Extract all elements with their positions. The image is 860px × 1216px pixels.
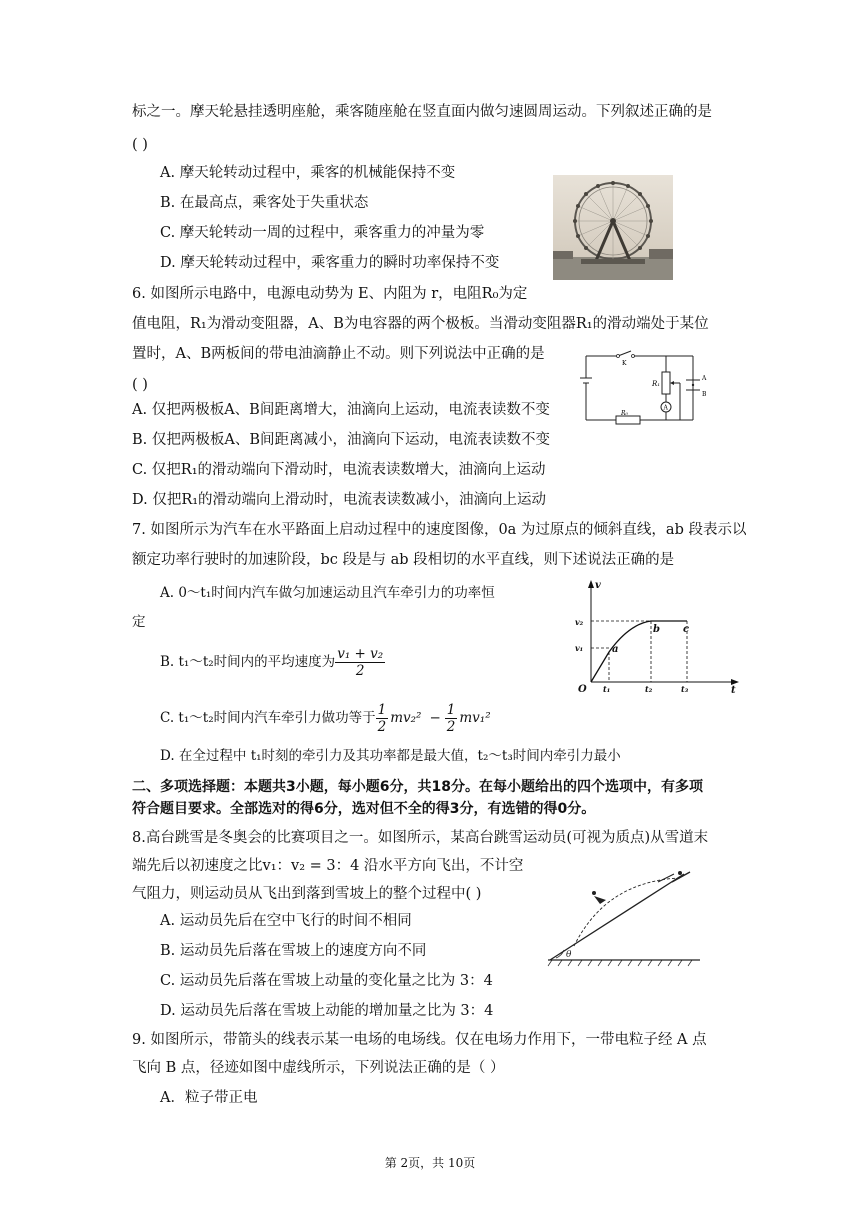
q6-stem-line2: 值电阻，R₁为滑动变阻器，A、B为电容器的两个极板。当滑动变阻器R₁的滑动端处于某位 (132, 316, 709, 332)
q8-stem-line1: 8.高台跳雪是冬奥会的比赛项目之一。如图所示，某高台跳雪运动员(可视为质点)从雪道末 (132, 830, 709, 846)
q9-stem-line2: 飞向 B 点，径迹如图中虚线所示，下列说法正确的是（ ） (132, 1060, 505, 1076)
q5-paren: ( ) (132, 137, 148, 153)
q7-option-c-text: C. t₁～t₂时间内汽车牵引力做功等于 (160, 710, 376, 726)
graph-point-c: c (683, 624, 690, 635)
q7-option-b-text: B. t₁～t₂时间内的平均速度为 (160, 654, 336, 670)
circuit-label-r1: R₁ (652, 380, 661, 388)
q8-option-c: C. 运动员先后落在雪坡上动量的变化量之比为 3：4 (160, 973, 493, 989)
q7-option-b-fraction (335, 646, 385, 679)
q6-option-d: D. 仅把R₁的滑动端向上滑动时，电流表读数减小，油滴向上运动 (132, 492, 547, 508)
circuit-diagram (578, 350, 718, 426)
graph-label-t: t (731, 685, 736, 694)
q7-option-b-numerator: v₁ + v₂ (337, 645, 384, 662)
q8-stem-line2: 端先后以初速度之比v₁：v₂ = 3：4 沿水平方向飞出，不计空 (132, 858, 524, 874)
q7-option-c-frac1-den: 2 (377, 718, 387, 735)
ammeter-icon: A (663, 404, 668, 412)
graph-label-t1: t₁ (603, 684, 611, 694)
graph-point-b: b (653, 624, 660, 635)
ski-jump-diagram (544, 860, 704, 970)
q7-option-b-denominator: 2 (355, 662, 365, 679)
q7-stem-line1: 7. 如图所示为汽车在水平路面上启动过程中的速度图像，0a 为过原点的倾斜直线，ab 段表示以 (132, 522, 747, 538)
circuit-label-b: B (702, 391, 707, 398)
q9-option-a: A．粒子带正电 (160, 1090, 258, 1106)
q7-option-c-frac2-den: 2 (446, 718, 456, 735)
q8-stem-line3: 气阻力，则运动员从飞出到落到雪坡上的整个过程中( ) (132, 886, 482, 902)
q7-option-c-term2: mv₁² (459, 710, 491, 726)
graph-point-a: a (612, 644, 619, 655)
q5-option-b: B. 在最高点，乘客处于失重状态 (160, 195, 369, 211)
q7-option-c-frac2-num: 1 (446, 701, 456, 718)
page-footer: 第 2页，共 10页 (384, 1156, 476, 1170)
section2-heading-line1: 二、多项选择题：本题共3小题，每小题6分，共18分。在每小题给出的四个选项中，有多项 (132, 779, 703, 795)
q7-option-c-minus: − (429, 710, 441, 726)
q5-stem: 标之一。摩天轮悬挂透明座舱，乘客随座舱在竖直面内做匀速圆周运动。下列叙述正确的是 (132, 104, 712, 120)
q7-option-d: D. 在全过程中 t₁时刻的牵引力及其功率都是最大值，t₂～t₃时间内牵引力最小 (160, 748, 621, 764)
q6-option-c: C. 仅把R₁的滑动端向下滑动时，电流表读数增大，油滴向上运动 (132, 462, 546, 478)
q7-stem-line2: 额定功率行驶时的加速阶段，bc 段是与 ab 段相切的水平直线，则下述说法正确的是 (132, 552, 675, 568)
graph-label-t2: t₂ (645, 684, 653, 694)
angle-theta-label: θ (566, 950, 572, 960)
circuit-label-r0: R₀ (621, 410, 628, 417)
graph-label-origin: O (578, 684, 587, 694)
q6-option-b: B. 仅把两极板A、B间距离减小，油滴向下运动，电流表读数不变 (132, 432, 550, 448)
q8-option-a: A. 运动员先后在空中飞行的时间不相同 (160, 913, 412, 929)
q7-option-b (160, 644, 385, 680)
q5-option-d: D. 摩天轮转动过程中，乘客重力的瞬时功率保持不变 (160, 255, 500, 271)
q6-stem-line1: 6. 如图所示电路中，电源电动势为 E、内阻为 r，电阻R₀为定 (132, 286, 528, 302)
q6-stem-line3: 置时，A、B两板间的带电油滴静止不动。则下列说法中正确的是 (132, 346, 545, 362)
velocity-time-graph (565, 576, 745, 694)
q6-option-a: A. 仅把两极板A、B间距离增大，油滴向上运动，电流表读数不变 (132, 402, 550, 418)
section2-heading-line2: 符合题目要求。全部选对的得6分，选对但不全的得3分，有选错的得0分。 (132, 801, 596, 817)
graph-label-t3: t₃ (681, 684, 689, 694)
ferris-wheel-photo (553, 175, 673, 280)
q9-stem-line1: 9. 如图所示，带箭头的线表示某一电场的电场线。仅在电场力作用下，一带电粒子经 A 点 (132, 1032, 707, 1048)
circuit-label-k: K (622, 360, 627, 367)
q5-option-c: C. 摩天轮转动一周的过程中，乘客重力的冲量为零 (160, 225, 485, 241)
q7-option-c-frac1-num: 1 (377, 701, 387, 718)
circuit-label-a: A (702, 375, 707, 382)
graph-label-v: v (595, 580, 601, 591)
graph-label-v2: v₂ (575, 617, 584, 627)
q7-option-a-line2: 定 (132, 614, 146, 630)
q5-option-a: A. 摩天轮转动过程中，乘客的机械能保持不变 (160, 165, 456, 181)
graph-label-v1: v₁ (575, 643, 584, 653)
q7-option-c-fraction1 (376, 702, 389, 735)
q7-option-a-line1: A. 0～t₁时间内汽车做匀加速运动且汽车牵引力的功率恒 (160, 585, 495, 601)
q8-option-b: B. 运动员先后落在雪坡上的速度方向不同 (160, 943, 427, 959)
q7-option-c-fraction2 (445, 702, 458, 735)
q7-option-c (160, 700, 491, 736)
q8-option-d: D. 运动员先后落在雪坡上动能的增加量之比为 3：4 (160, 1003, 494, 1019)
q7-option-c-term1: mv₂² (390, 710, 422, 726)
q6-paren: ( ) (132, 377, 148, 393)
